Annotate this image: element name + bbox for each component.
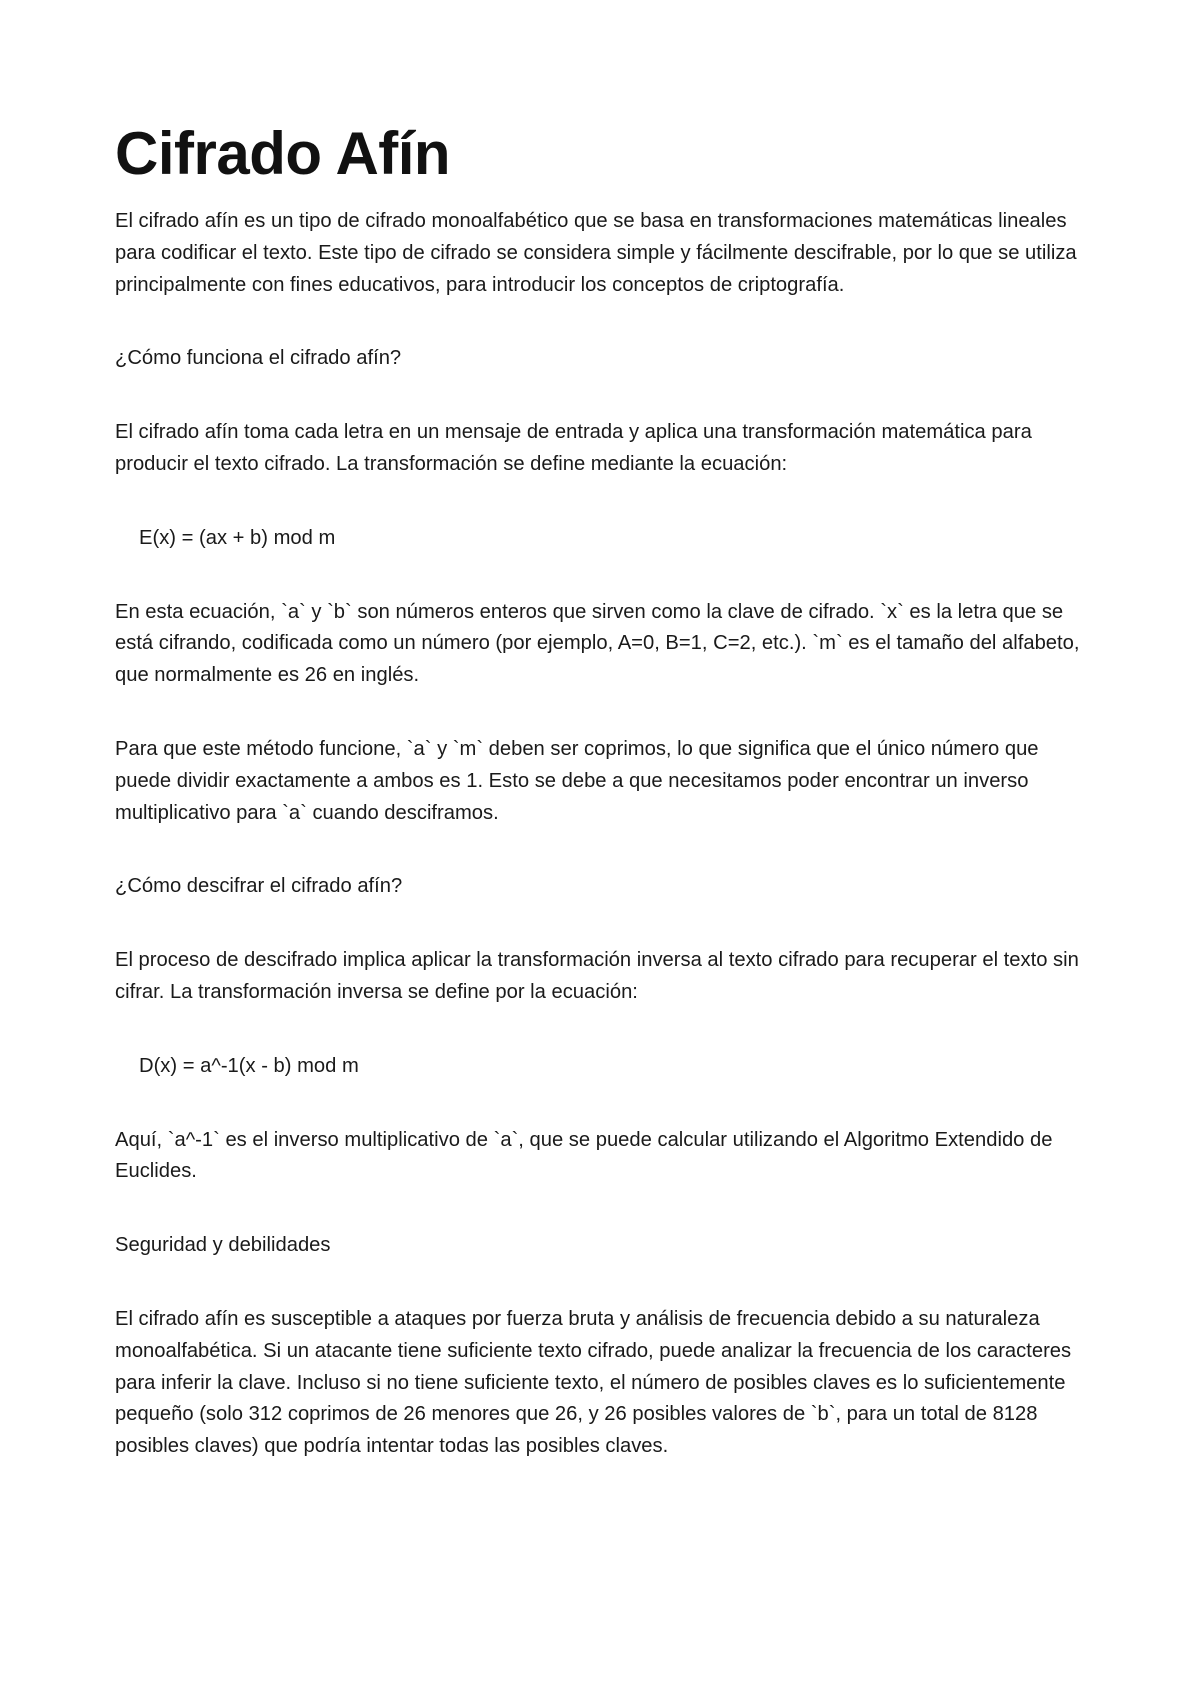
section-heading-security: Seguridad y debilidades (115, 1234, 331, 1257)
intro-paragraph: El cifrado afín es un tipo de cifrado monoalfabético que se basa en transformaciones matemáticas lineales para codificar el texto. Este tipo de cifrado se considera simple y fácilmente descifrable, por lo que se utiliza principalmente con fines educativos, para introducir los conceptos de criptografía. (115, 210, 1077, 296)
encryption-formula: E(x) = (ax + b) mod m (139, 526, 336, 549)
paragraph-equation-explained: En esta ecuación, `a` y `b` son números enteros que sirven como la clave de cifrado. `x` es la letra que se está cifrando, codificada como un número (por ejemplo, A=0, B=1, C=2, etc.). `m` es el tamaño del alfabeto, que normalmente es 26 en inglés. (115, 600, 1080, 687)
document-page (115, 118, 1100, 1463)
decryption-formula: D(x) = a^-1(x - b) mod m (139, 1054, 359, 1077)
paragraph-inverse: Aquí, `a^-1` es el inverso multiplicativo de `a`, que se puede calcular utilizando el Algoritmo Extendido de Euclides. (115, 1128, 1053, 1183)
page-title: Cifrado Afín (115, 120, 451, 187)
paragraph-decryption-process: El proceso de descifrado implica aplicar la transformación inversa al texto cifrado para recuperar el texto sin cifrar. La transformación inversa se define por la ecuación: (115, 949, 1079, 1003)
paragraph-coprime: Para que este método funcione, `a` y `m` deben ser coprimos, lo que significa que el único número que puede dividir exactamente a ambos es 1. Esto se debe a que necesitamos poder encontrar un inverso multiplicativo para `a` cuando desciframos. (115, 737, 1039, 824)
section-heading-how-it-works: ¿Cómo funciona el cifrado afín? (115, 347, 402, 370)
section-heading-decrypt: ¿Cómo descifrar el cifrado afín? (115, 875, 403, 898)
paragraph-security: El cifrado afín es susceptible a ataques por fuerza bruta y análisis de frecuencia debido a su naturaleza monoalfabética. Si un atacante tiene suficiente texto cifrado, puede analizar la frecuencia de los caracteres para inferir la clave. Incluso si no tiene suficiente texto, el número de posibles claves es lo suficientemente pequeño (solo 312 coprimos de 26 menores que 26, y 26 posibles valores de `b`, para un total de 8128 posibles claves) que podría intentar todas las posibles claves. (115, 1307, 1072, 1458)
paragraph-transformation: El cifrado afín toma cada letra en un mensaje de entrada y aplica una transformación matemática para producir el texto cifrado. La transformación se define mediante la ecuación: (115, 421, 1032, 475)
